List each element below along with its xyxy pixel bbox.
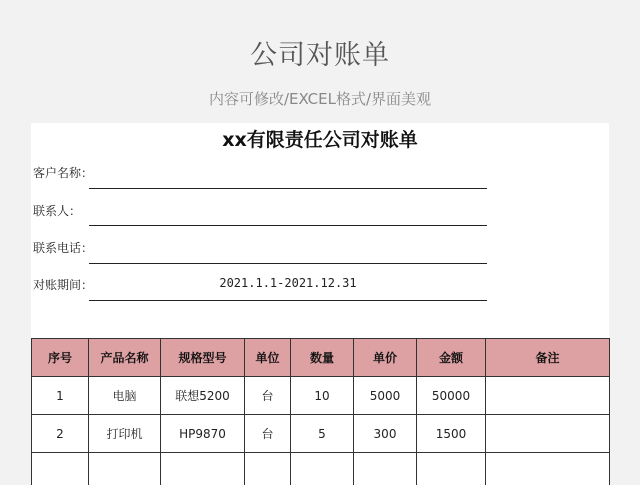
column-header: 金额 [417,339,486,377]
customer-name-line [89,188,487,189]
period-label: 对账期间： [33,278,94,292]
banner-title: 公司对账单 [250,40,390,71]
table-cell[interactable] [417,453,486,485]
statement-sheet [31,123,609,485]
table-row [32,453,610,485]
table-cell[interactable]: 台 [245,377,291,415]
column-header: 数量 [291,339,354,377]
period-line [89,300,487,301]
table-cell[interactable]: 电脑 [89,377,161,415]
table-cell[interactable]: 联想5200 [161,377,245,415]
items-table [31,338,610,485]
table-cell[interactable] [291,453,354,485]
table-cell[interactable] [486,377,610,415]
table-cell[interactable]: 1500 [417,415,486,453]
table-cell[interactable]: 打印机 [89,415,161,453]
document-title: xx有限责任公司对账单 [222,129,418,151]
table-header-row [32,339,610,377]
table-cell[interactable]: 300 [354,415,417,453]
table-cell[interactable] [245,453,291,485]
table-cell[interactable] [486,415,610,453]
contact-person-label: 联系人： [33,204,82,218]
table-cell[interactable]: HP9870 [161,415,245,453]
table-cell[interactable] [486,453,610,485]
period-value[interactable]: 2021.1.1-2021.12.31 [219,276,357,290]
table-cell[interactable]: 5 [291,415,354,453]
customer-name-label: 客户名称： [33,166,94,180]
contact-person-line [89,225,487,226]
column-header: 规格型号 [161,339,245,377]
table-cell[interactable]: 5000 [354,377,417,415]
table-cell[interactable] [89,453,161,485]
contact-phone-line [89,263,487,264]
table-row [32,415,610,453]
table-cell[interactable]: 台 [245,415,291,453]
table-cell[interactable]: 2 [32,415,89,453]
contact-phone-label: 联系电话： [33,241,94,255]
column-header: 备注 [486,339,610,377]
table-cell[interactable] [354,453,417,485]
column-header: 序号 [32,339,89,377]
banner-subtitle: 内容可修改/EXCEL格式/界面美观 [208,90,432,108]
table-row [32,377,610,415]
column-header: 单位 [245,339,291,377]
table-cell[interactable]: 10 [291,377,354,415]
table-cell[interactable]: 1 [32,377,89,415]
column-header: 产品名称 [89,339,161,377]
column-header: 单价 [354,339,417,377]
table-cell[interactable] [161,453,245,485]
table-cell[interactable]: 50000 [417,377,486,415]
table-cell[interactable] [32,453,89,485]
